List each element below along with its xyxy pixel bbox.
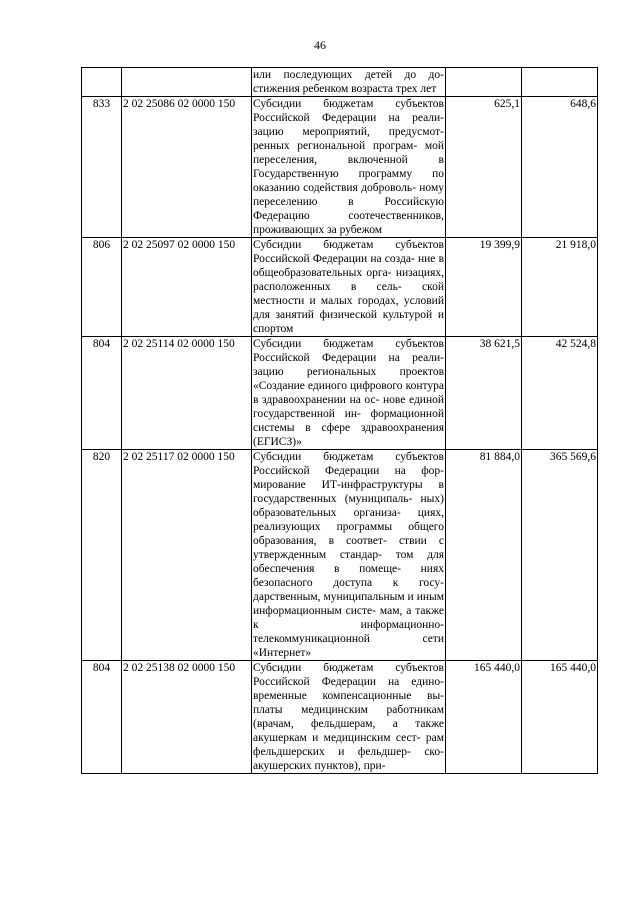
income-name-line: государственных (муниципаль- bbox=[253, 493, 413, 505]
income-name-line: (врачам, фельдшерам, а также bbox=[253, 718, 444, 730]
amount-year1-cell bbox=[446, 68, 522, 97]
income-code-cell: 2 02 25114 02 0000 150 bbox=[122, 337, 252, 450]
income-name-line: Российской Федерации на созда- bbox=[253, 253, 415, 265]
income-name-line: зацию мероприятий, предусмот- bbox=[253, 126, 444, 138]
amount-year1-cell: 19 399,9 bbox=[446, 238, 522, 337]
income-name-line: дарственным, муниципальным и bbox=[253, 591, 414, 603]
income-name-line: контура в здравоохранении на ос- bbox=[253, 380, 444, 406]
table-row bbox=[82, 68, 598, 97]
income-code-cell: 2 02 25138 02 0000 150 bbox=[122, 661, 252, 774]
income-name-line: стижения ребенком возраста трех bbox=[253, 83, 418, 95]
table-row bbox=[82, 238, 598, 337]
amount-year2-cell: 365 569,6 bbox=[522, 450, 598, 661]
income-name-line: «Создание единого цифрового bbox=[253, 380, 403, 392]
income-name-line: ние в общеобразовательных орга- bbox=[253, 253, 444, 279]
table-row bbox=[82, 450, 598, 661]
income-name-line: лет bbox=[420, 83, 437, 95]
income-name-line: том для обеспечения в помеще- bbox=[253, 549, 444, 575]
income-name-line: ствии с утвержденным стандар- bbox=[253, 535, 444, 561]
income-name-line: платы медицинским работникам bbox=[253, 704, 444, 716]
income-name-line: Федерацию соотечественников, bbox=[253, 210, 444, 222]
admin-code-cell: 833 bbox=[82, 97, 122, 238]
admin-code-cell: 820 bbox=[82, 450, 122, 661]
income-name-line: Субсидии бюджетам субъектов bbox=[253, 451, 444, 463]
income-name-line: Субсидии бюджетам субъектов bbox=[253, 338, 444, 350]
income-name-line: нове единой государственной ин- bbox=[253, 394, 445, 420]
income-name-line: Субсидии бюджетам субъектов bbox=[253, 662, 444, 674]
income-name-cell bbox=[252, 450, 446, 661]
admin-code-cell: 804 bbox=[82, 661, 122, 774]
income-name-line: ниях безопасного доступа к госу- bbox=[253, 563, 444, 589]
table-row bbox=[82, 97, 598, 238]
income-name-line: Государственную программу по bbox=[253, 168, 444, 180]
income-name-cell bbox=[252, 68, 446, 97]
income-name-line: телекоммуникационной сети bbox=[253, 633, 444, 645]
amount-year1-cell: 625,1 bbox=[446, 97, 522, 238]
income-name-line: проживающих за рубежом bbox=[253, 224, 383, 236]
income-name-line: Российской Федерации на фор- bbox=[253, 465, 444, 477]
page-number: 46 bbox=[314, 38, 326, 52]
amount-year1-cell: 165 440,0 bbox=[446, 661, 522, 774]
income-name-line: культурой и спортом bbox=[253, 309, 445, 335]
income-code-cell bbox=[122, 68, 252, 97]
amount-year2-cell: 165 440,0 bbox=[522, 661, 598, 774]
income-name-line: ренных региональной програм- bbox=[253, 140, 418, 152]
budget-table bbox=[81, 67, 598, 774]
amount-year1-cell: 38 621,5 bbox=[446, 337, 522, 450]
income-name-line: ско-акушерских пунктов), при- bbox=[253, 746, 445, 772]
income-name-cell bbox=[252, 661, 446, 774]
income-name-line: формационной системы в сфере bbox=[253, 408, 444, 434]
income-name-line: ному переселению в Российскую bbox=[253, 182, 444, 208]
income-name-line: общего образования, в соответ- bbox=[253, 521, 444, 547]
income-name-line: «Интернет» bbox=[253, 647, 312, 659]
income-name-line: Российской Федерации на реали- bbox=[253, 112, 444, 124]
income-name-cell bbox=[252, 97, 446, 238]
amount-year2-cell: 21 918,0 bbox=[522, 238, 598, 337]
amount-year2-cell: 42 524,8 bbox=[522, 337, 598, 450]
income-code-cell: 2 02 25097 02 0000 150 bbox=[122, 238, 252, 337]
amount-year2-cell bbox=[522, 68, 598, 97]
budget-table-body bbox=[82, 68, 598, 774]
income-name-line: иным информационным систе- bbox=[253, 591, 444, 617]
income-name-line: временные компенсационные вы- bbox=[253, 690, 444, 702]
income-name-line: оказанию содействия доброволь- bbox=[253, 182, 416, 194]
income-name-line: низациях, расположенных в сель- bbox=[253, 267, 444, 293]
table-row bbox=[82, 337, 598, 450]
income-name-cell bbox=[252, 337, 446, 450]
income-name-line: мой переселения, включенной в bbox=[253, 140, 444, 166]
admin-code-cell bbox=[82, 68, 122, 97]
income-name-line: Субсидии бюджетам субъектов bbox=[253, 98, 444, 110]
income-name-line: ской местности и малых городах, bbox=[253, 281, 444, 307]
income-name-line: рам фельдшерских и фельдшер- bbox=[253, 732, 444, 758]
amount-year2-cell: 648,6 bbox=[522, 97, 598, 238]
income-name-line: мам, а также к информационно- bbox=[253, 605, 444, 631]
income-name-line: Российской Федерации на едино- bbox=[253, 676, 444, 688]
admin-code-cell: 804 bbox=[82, 337, 122, 450]
income-code-cell: 2 02 25086 02 0000 150 bbox=[122, 97, 252, 238]
admin-code-cell: 806 bbox=[82, 238, 122, 337]
income-name-line: ных) образовательных организа- bbox=[253, 493, 444, 519]
income-name-cell bbox=[252, 238, 446, 337]
income-name-line: зацию региональных проектов bbox=[253, 366, 444, 378]
income-name-line: мирование ИТ-инфраструктуры в bbox=[253, 479, 444, 491]
income-name-line: акушеркам и медицинским сест- bbox=[253, 732, 421, 744]
income-code-cell: 2 02 25117 02 0000 150 bbox=[122, 450, 252, 661]
income-name-line: здравоохранения (ЕГИСЗ)» bbox=[253, 422, 444, 448]
table-row bbox=[82, 661, 598, 774]
income-name-line: условий для занятий физической bbox=[253, 295, 444, 321]
income-name-line: или последующих детей до до- bbox=[253, 69, 444, 81]
income-name-line: Российской Федерации на реали- bbox=[253, 352, 444, 364]
amount-year1-cell: 81 884,0 bbox=[446, 450, 522, 661]
income-name-line: Субсидии бюджетам субъектов bbox=[253, 239, 444, 251]
income-name-line: циях, реализующих программы bbox=[253, 507, 444, 533]
